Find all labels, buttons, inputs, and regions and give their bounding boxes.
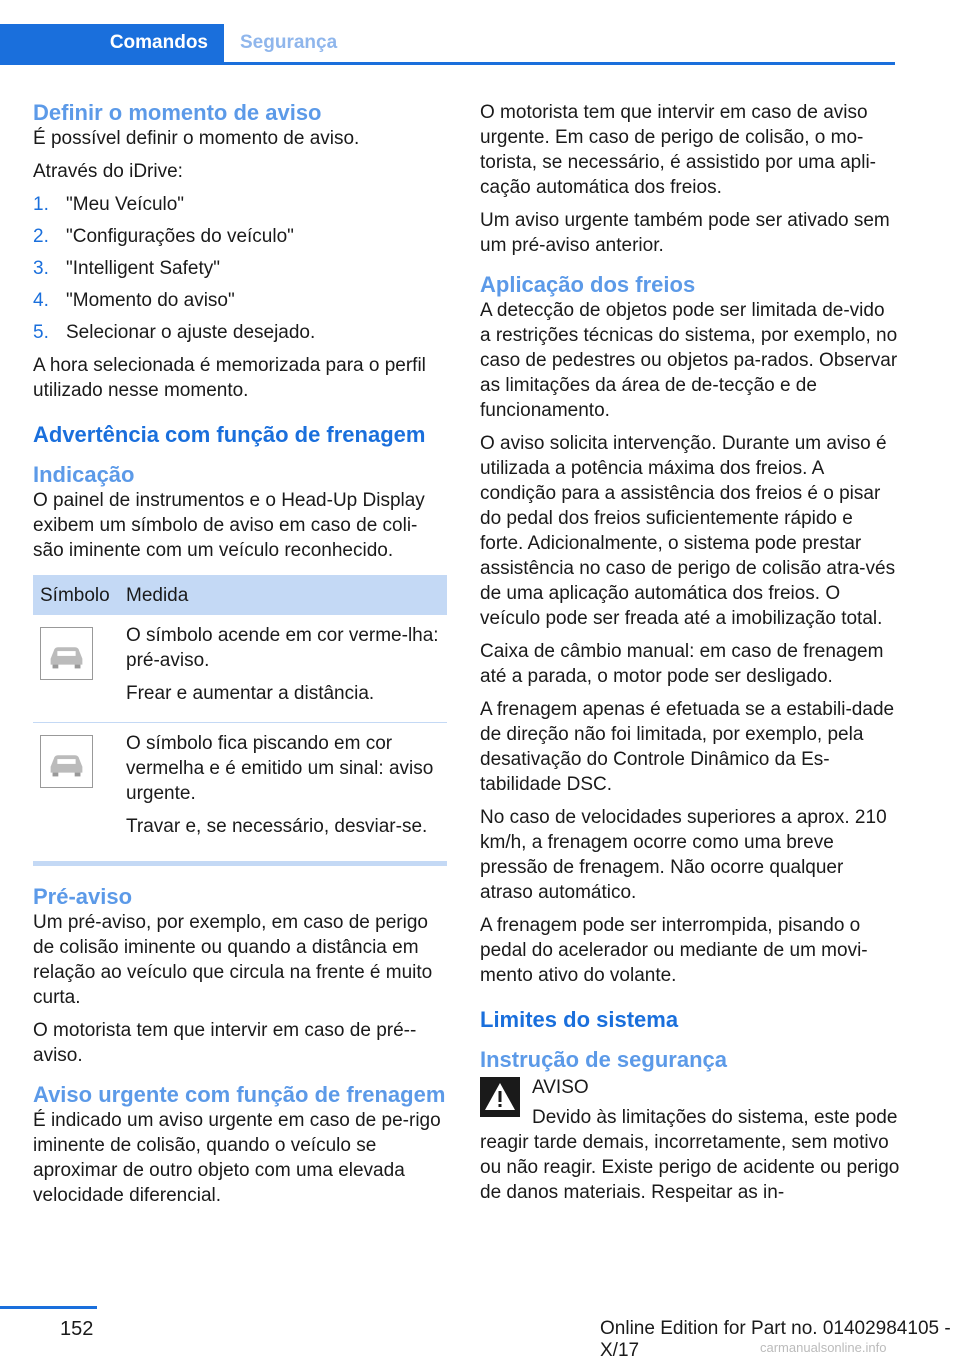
paragraph: No caso de velocidades superiores a aprox. 210 km/h, a frenagem ocorre como uma breve pressão de frenagem. Não ocorre qualquer atraso automático.	[480, 807, 887, 903]
paragraph: É indicado um aviso urgente em caso de pe-rigo iminente de colisão, quando o veículo se aproximar de outro objeto com uma elevada velocidade diferencial.	[33, 1110, 441, 1206]
paragraph: A hora selecionada é memorizada para o perfil utilizado nesse momento.	[33, 355, 426, 401]
table-cell-text: O símbolo fica piscando em cor vermelha e é emitido um sinal: aviso urgente.	[126, 733, 434, 804]
heading-preaviso: Pré-aviso	[33, 884, 133, 909]
left-column	[33, 100, 447, 1216]
table-header-symbol: Símbolo	[33, 575, 119, 615]
tab-seguranca[interactable]: Segurança	[240, 32, 338, 53]
paragraph: É possível definir o momento de aviso.	[33, 128, 360, 149]
car-warning-icon	[40, 735, 93, 788]
warning-text: Devido às limitações do sistema, este pode reagir tarde demais, incorretamente, sem motivo ou não reagir. Existe perigo de acidente ou perigo de danos materiais. Respeitar as in-	[480, 1107, 900, 1203]
right-column	[480, 100, 900, 1213]
paragraph: Caixa de câmbio manual: em caso de frenagem até a parada, o motor pode ser desligado.	[480, 641, 884, 687]
footer-divider	[0, 1306, 97, 1309]
symbol-table	[33, 575, 447, 855]
heading-aplicacao: Aplicação dos freios	[480, 272, 696, 297]
paragraph: A frenagem pode ser interrompida, pisando o pedal do acelerador ou mediante de um movi-mento ativo do volante.	[480, 915, 868, 986]
paragraph: Um pré-aviso, por exemplo, em caso de perigo de colisão iminente ou quando a distância em relação ao veículo que circula na frente é muito curta.	[33, 912, 433, 1008]
list-item: 1. "Meu Veículo"	[33, 194, 185, 215]
paragraph: O motorista tem que intervir em caso de pré--aviso.	[33, 1020, 417, 1066]
car-warning-icon	[40, 627, 93, 680]
heading-instrucao: Instrução de segurança	[480, 1047, 727, 1072]
table-header-measure: Medida	[119, 575, 447, 615]
paragraph: Através do iDrive:	[33, 161, 183, 182]
table-row	[33, 723, 447, 856]
warning-title: AVISO	[532, 1077, 589, 1098]
table-cell-text: Travar e, se necessário, desviar-se.	[126, 816, 428, 837]
heading-advertencia: Advertência com função de frenagem	[33, 422, 426, 447]
heading-definir: Definir o momento de aviso	[33, 100, 322, 125]
list-item: 3. "Intelligent Safety"	[33, 258, 220, 279]
steps-list	[33, 192, 447, 345]
table-divider	[33, 861, 447, 866]
table-cell-text: Frear e aumentar a distância.	[126, 683, 375, 704]
paragraph: A frenagem apenas é efetuada se a estabili-dade de direção não foi limitada, por exemplo, pela desativação do Controle Dinâmico da Es-tabilidade DSC.	[480, 699, 895, 795]
watermark: carmanualsonline.info	[760, 1340, 887, 1355]
page-number: 152	[60, 1318, 94, 1340]
paragraph: O painel de instrumentos e o Head-Up Display exibem um símbolo de aviso em caso de coli-são iminente com um veículo reconhecido.	[33, 490, 425, 561]
list-item: 2. "Configurações do veículo"	[33, 226, 294, 247]
warning-triangle-icon	[480, 1077, 520, 1117]
heading-limites: Limites do sistema	[480, 1007, 679, 1032]
paragraph: O motorista tem que intervir em caso de aviso urgente. Em caso de perigo de colisão, o mo-torista, se necessário, é assistido por uma apli-cação automática dos freios.	[480, 102, 877, 198]
tab-comandos[interactable]: Comandos	[0, 24, 224, 62]
paragraph: O aviso solicita intervenção. Durante um aviso é utilizada a potência máxima dos freios. A condição para a assistência dos freios é o pisar do pedal dos freios suficientemente rápido e forte. Adicionalmente, o sistema pode prestar assistência no caso de perigo de colisão atra-vés de uma aplicação automática dos freios. O veículo pode ser freada até a imobilização total.	[480, 433, 896, 629]
heading-indicacao: Indicação	[33, 462, 135, 487]
paragraph: Um aviso urgente também pode ser ativado sem um pré-aviso anterior.	[480, 210, 890, 256]
edition-text: Online Edition for Part no. 01402984105 - X/17	[600, 1318, 951, 1361]
list-item: 5. Selecionar o ajuste desejado.	[33, 322, 316, 343]
table-row	[33, 615, 447, 723]
list-item: 4. "Momento do aviso"	[33, 290, 235, 311]
header-tabs	[0, 24, 895, 65]
table-cell-text: O símbolo acende em cor verme-lha: pré-aviso.	[126, 625, 439, 671]
paragraph: A detecção de objetos pode ser limitada de-vido a restrições técnicas do sistema, por exemplo, no caso de pedestres ou objetos pa-rados. Observar as limitações da área de de-tecção e de funcionamento.	[480, 300, 898, 421]
heading-aviso-urgente: Aviso urgente com função de frenagem	[33, 1082, 446, 1107]
